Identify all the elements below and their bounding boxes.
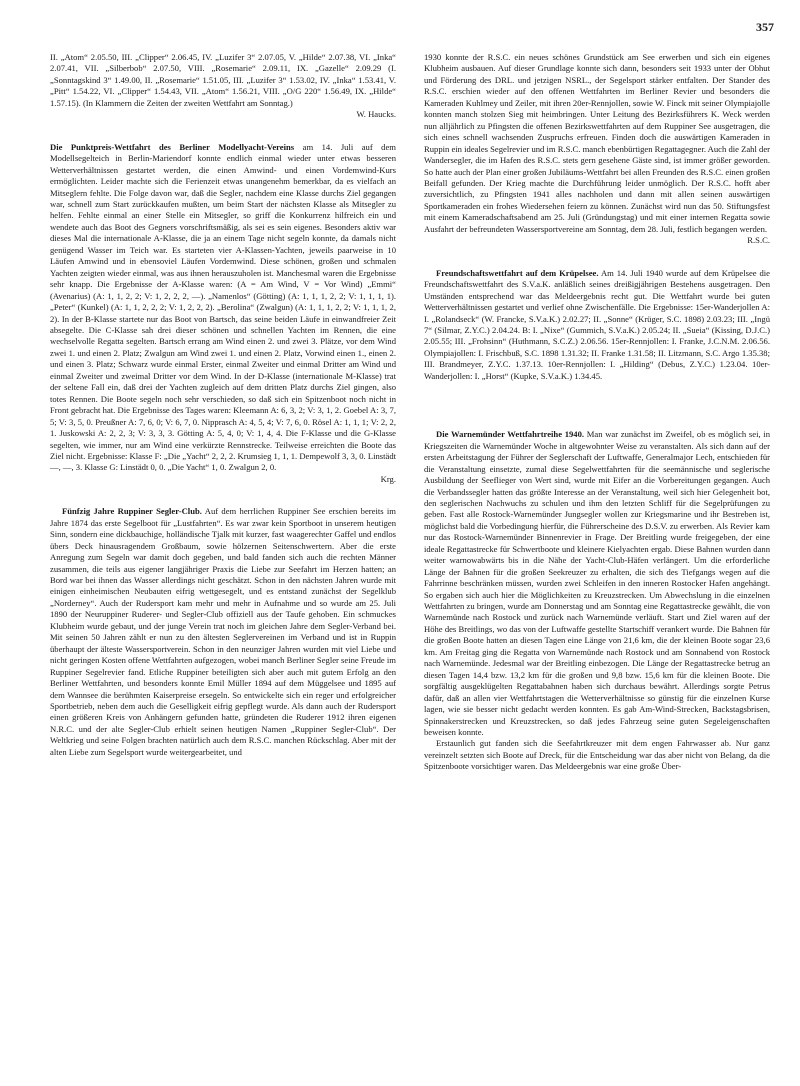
article-kruepelsee bbox=[424, 268, 770, 383]
article-results-continued bbox=[50, 52, 396, 121]
spacer bbox=[50, 490, 396, 506]
kruepelsee-text: Am 14. Juli 1940 wurde auf dem Krüpelsee die Freundschaftswettfahrt des S.V.a.K. anläßlich seines dreißigjährigen Bestehens ausgetragen. Den Umständen entsprechend war das Meldeergebnis recht gut. Die Wettfahrt wurde bei guten Wetterverhältnissen gestartet und verlief ohne Zwischenfälle. Die Ergebnisse: 15er-Wanderjollen A: I. „Rolandseck“ (W. Francke, S.V.a.K.) 2.02.27; II. „Sonne“ (Krüger, S.C. 1898) 2.03.23; III. „Ingü 7“ (Silmar, Z.Y.C.) 2.04.24. B: I. „Nixe“ (Gummich, S.V.a.K.) 2.05.24; II. „Sueia“ (Kissing, D.J.C.) 2.05.55; III. „Frohsinn“ (Huthmann, S.C.Z.) 2.06.56. 15er-Rennjollen: I. Franke, J.C.N.M. 2.06.56. Olympiajollen: I. Frischbuß, S.C. 1898 1.31.32; II. Franke 1.31.58; II. Litzmann, S.C. Argo 1.35.38; III. Brandmeyer, Z.Y.C. 1.37.13. 10er-Rennjollen: I. „Hilding“ (Debus, Z.Y.C.) 1.23.04. 10er-Wanderjollen: I. „Horst“ (Kupke, S.V.a.K.) 1.34.45. bbox=[424, 267, 770, 381]
spacer bbox=[424, 252, 770, 268]
article-modellyacht bbox=[50, 142, 396, 486]
kruepelsee-paragraph bbox=[424, 268, 770, 383]
warnemuende-paragraph-1 bbox=[424, 429, 770, 738]
spacer bbox=[424, 387, 770, 429]
article-warnemuende bbox=[424, 429, 770, 773]
ruppiner-paragraph-1 bbox=[50, 506, 396, 758]
right-column bbox=[424, 52, 770, 778]
spacer bbox=[50, 126, 396, 142]
modellyacht-paragraph bbox=[50, 142, 396, 474]
ruppiner-title: Fünfzig Jahre Ruppiner Segler-Club. bbox=[62, 506, 202, 517]
warnemuende-title: Die Warnemünder Wettfahrtreihe 1940. bbox=[436, 429, 585, 440]
results-signature: W. Haucks. bbox=[356, 109, 396, 120]
warnemuende-text-1: Man war zunächst im Zweifel, ob es möglich sei, in Kriegszeiten die Warnemünder Woche in altgewohnter Weise zu veranstalten. Als sich dann auf der ersten Arbeitstagung der Führer der Seglerschaft der Luftwaffe, Generalmajor Lech, entschieden für die Veranstaltung einsetzte, zumal diese Segelwettfahrten für die seemännische und seglerische Ausbildung der Seeflieger von Wert sind, wurde mit Eifer an die Vorbereitungen gegangen. Auch die Verbandssegler hatten das größte Interesse an der Veranstaltung, weil sich hier Gelegenheit bot, den seglerischen Nachwuchs zu schulen und ihm den letzten Schliff für die Segelprüfungen zu geben. Fast alle Rostock-Warnemünder Jungsegler wollen zur Kriegsmarine und ihr Bestreben ist, möglichst bald die Vorbedingung hierfür, die Führerscheine des D.S.V. zu erwerben. Als Revier kam nur das Rostock-Warnemünder Binnenrevier in Frage. Der Breitling wurde freigegeben, der eine ideale Regattastrecke für Schwertboote und kleinere Kielyachten ergab. Diese Bahnen wurden dann weiter warnowabwärts bis in die Nähe der Yacht-Club-Häfen verlängert. Um die erforderliche Länge der Bahnen für die großen Seekreuzer zu erhalten, die sich des Tiefgangs wegen auf die Fahrrinne beschränken müssen, wurden zwei Schleifen in den inneren Rostocker Hafen angehängt. So ergaben sich auch hier die Möglichkeiten zu Kreuzstrecken. Um Abwechslung in die einzelnen Wettfahrten zu bringen, wurde am Donnerstag und am Sonntag eine Regattastrecke gewählt, die von Warnemünde nach Rostock und zurück nach Warnemünde verläuft. Start und Ziel waren auf der Höhe des Breitlings, wo das von der Luftwaffe gestellte Startschiff verankert wurde. Die Bahnen für die großen Boote hatten an diesen Tagen eine Länge von 21,6 km, die der kleinen Boote sogar 23,6 km. Am Freitag ging die Regatta von Warnemünde nach Rostock und am Sonnabend von Rostock nach Warnemünde. Jedesmal war der Breitling einbezogen. Die Länge der Regattastrecke betrug an diesen Tagen 14,4 bzw. 13,2 km für die großen und 9,8 bzw. 15,6 km für die kleinen Boote. Die sorgfältig ausgeklügelten Regattabahnen haben sich durchaus bewährt. Allerdings sorgte Petrus dafür, daß an allen vier Wettfahrtstagen die Wetterverhältnisse so günstig für die einzelnen Kurse lagen, wie sie besser nicht gedacht werden konnten. Es gab Am-Wind-Strecken, Backstagsbrisen, Spinnakerstrecken und Kreuzstrecken, so daß jedes Fahrzeug seine guten Segeleigenschaften beweisen konnte. bbox=[424, 429, 770, 738]
warnemuende-paragraph-2: Erstaunlich gut fanden sich die Seefahrtkreuzer mit dem engen Fahrwasser ab. Nur ganz vereinzelt setzten sich Boote auf Dreck, für die Entscheidung war das aber nicht von Belang, da die Spitzenboote vorsichtiger waren. Das Meldeergebnis war eine große Über- bbox=[424, 738, 770, 772]
modellyacht-signature: Krg. bbox=[380, 473, 396, 484]
left-column bbox=[50, 52, 396, 763]
article-ruppiner-continued bbox=[424, 52, 770, 247]
modellyacht-title: Die Punktpreis-Wettfahrt des Berliner Modellyacht-Vereins bbox=[50, 141, 295, 152]
kruepelsee-title: Freundschaftswettfahrt auf dem Krüpelsee. bbox=[436, 267, 599, 278]
ruppiner-text-1: Auf dem herrlichen Ruppiner See erschien bereits im Jahre 1874 das erste Segelboot für „Lustfahrten“. Es war zwar kein Sportboot in unserem heutigen Sinn, sondern eine dickbauchige, holländische Tjalk mit kurzer, fast waagerechter Gaffel und endlos übers Deck hinausragendem Großbaum, sowie hölzernen Seitenschwertern. Aber die erste Anregung zum Segeln war damit doch gegeben, und bald fanden sich auch die rechten Männer zusammen, die teils aus eigener langjähriger Praxis die Liebe zur Seefahrt im Herzen hatten; an Bord war bei ihnen das Wasser allerdings nicht geschätzt. Schon in den nächsten Jahren wurde mit einigen einheimischen Neubauten eifrig wettgesegelt, und es entstand zunächst der Segelklub „Norderney“. Auch der Rudersport kam mehr und mehr in Aufnahme und so wurde am 25. Juli 1890 der Neuruppiner Ruderer- und Segler-Club offiziell aus der Taufe gehoben. Ein schmuckes Klubheim wurde gebaut, und der junge Verein trat noch im gleichen Jahre dem Segler-Verband bei. Mit seinen 50 Jahren zählt er nun zu den ältesten Seglervereinen im Verband und ist in Ruppin überhaupt der älteste Wassersportverein. Schon in den neunziger Jahren wurden mit viel Liebe und nicht geringen Kosten offene Wettfahrten aufgezogen, wobei manch Berliner Segler seine Freude im Ruppiner Segelrevier fand. Etliche Ruppiner beteiligten sich aber auch mit gutem Erfolg an den Berliner Wettfahrten, und besonders konnte Emil Müller 1894 auf dem Müggelsee und 1895 auf dem Wannsee die berühmten Kaiserpreise ersegeln. So entwickelte sich ein reger und erfolgreicher Sportbetrieb, neben dem auch die Geselligkeit eifrig gepflegt wurde. Als dann auch der Rudersport einen größeren Kreis von Anhängern gefunden hatte, gründeten die Ruderer 1912 ihren eigenen N.R.C. und der alte Segler-Club erhielt seinen heutigen Namen „Ruppiner Segler-Club“. Der Weltkrieg und seine Folgen brachten natürlich auch dem R.S.C. manchen Rückschlag. Aber mit der alten Liebe zum Segelsport wurde weitergearbeitet, und bbox=[50, 506, 396, 757]
page-number: 357 bbox=[756, 20, 774, 34]
ruppiner-text-2: 1930 konnte der R.S.C. ein neues schönes Grundstück am See erwerben und sich ein eigenes Klubheim ausbauen. Auf dieser Grundlage konnte sich dann, besonders seit 1933 unter der Obhut und Förderung des DRL. und jetzigen NSRL., der Segelsport stärker entfalten. Der Stander des R.S.C. erschien wieder auf den offenen Wettfahrten im Berliner Revier und besonders die Kameraden Kuhlmey und Zeiler, mit ihren 20er-Rennjollen, sowie W. Finck mit seiner Olympiajolle konnten manch stolzen Sieg mit heimbringen. Unter Leitung des Bezirksführers K. Weck werden nun alljährlich zu Pfingsten die offenen Bezirkswettfahrten auf dem Ruppiner See ausgetragen, die sich eines schnell wachsenden Zuspruchs erfreuen. Finden doch die auswärtigen Kameraden in Ruppin ein ideales Segelrevier und im R.S.C. manch ebenbürtigen Regattagegner. Auch die Zahl der Wandersegler, die im Hafen des R.S.C. stets gern gesehene Gäste sind, ist immer größer geworden. So hatte auch der Plan einer großen Jubiläums-Wettfahrt bei allen Freunden des R.S.C. einen großen Beifall gefunden. Der Krieg machte die Durchführung leider unmöglich. Der R.S.C. hofft aber zuversichtlich, zu Pfingsten 1941 alles nachholen und dann mit allen seinen auswärtigen Sportkameraden ein frohes Wiedersehen feiern zu können. Zunächst wird nun das 50. Stiftungsfest mit einem Kameradschaftsabend am 25. Juli (Gründungstag) und mit einer internen Regatta sowie Ausfahrt der befreundeten Wassersportvereine am Sonntag, dem 28. Juli, festlich begangen werden. bbox=[424, 52, 770, 234]
article-ruppiner bbox=[50, 506, 396, 758]
modellyacht-text: am 14. Juli auf dem Modellsegelteich in Berlin-Mariendorf konnte endlich einmal wieder unter etwas besseren Wetterverhältnissen gestartet werden, die einen Amwind- und einen Vordemwind-Kurs ermöglichten. Leider machte sich die Ferienzeit etwas unangenehm bemerkbar, da es vielfach an Mitseglern fehlte. Die Folge davon war, daß die Segler, nachdem eine Klasse durchs Ziel gegangen war, schnell zum Start zurückkaufen mußten, um beim Start der nächsten Klasse als Mitsegler zu helfen. Fehlte einmal an einer Stelle ein Mitsegler, so griff die Konkurrenz hilfreich ein und wendete auch das Boot des Gegners vorschriftsmäßig, als sei es sein eigenes. Besonders aktiv war dieses Mal die internationale A-Klasse, die ja an einem Tage nicht segeln konnte, da damals nicht genügend Wasser im Teich war. Es starteten vier A-Klassen-Yachten, jeweils paarweise in 10 Läufen Amwind und in ebensoviel Läufen Vordemwind. Diese schönen, großen und schmalen Yachten zeigten wieder einmal, was aus ihnen herauszuholen ist. Manchesmal waren die Ergebnisse sehr knapp. Die Ergebnisse der A-Klasse waren: (A = Am Wind, V = Vor Wind) „Emmi“ (Avenarius) (A: 1, 1, 2, 2; V: 1, 2, 2, 2, —). „Namenlos“ (Götting) (A: 1, 1, 1, 2, 2; V: 1, 1, 1, 1). „Peter“ (Kunkel) (A: 1, 1, 2, 2, 2; V: 1, 2, 2, 2). „Berolina“ (Zwalgun) (A: 1, 1, 1, 2, 2; V: 1, 1, 1, 2, 2). In der B-Klasse startete nur das Boot von Bartsch, das seine beiden Läufe in einwandfreier Zeit absegelte. Die C-Klasse sah drei dieser schönen und schnellen Yachten im Rennen, die eine wechselvolle Regatta segelten. Bartsch errang am Wind einen 2. und zwei 3. Plätze, vor dem Wind zwei 1. und einen 2. Platz; Zwalgun am Wind zwei 1. und einen 2. Platz, Vorwind einen 1., einen 2. und einen 3. Platz; Schwarz wurde einmal Erster, einmal Zweiter und einmal Dritter am Wind und einmal Zweiter und zweimal Dritter vor dem Wind. In der D-Klasse (internationale M-Klasse) trat der seltene Fall ein, daß drei der Yachten zugleich auf dem dritten Platz durchs Ziel gingen, also totes Rennen. Die Boote segeln noch sehr verschieden, so daß sich ein Spitzenboot noch nicht in Front gebracht hat. Die Ergebnisse des Tages waren: Kleemann A: 6, 3, 2; V: 3, 1, 2. Goebel A: 3, 7, 5; V: 3, 5, 0. Preußner A: 7, 6, 0; V: 6, 7, 0. Nipprasch A: 4, 5, 4; V: 7, 6, 0. Rösel A: 1, 1, 1; V: 2, 2, 1. Juskowski A: 2, 2, 3; V: 3, 3, 3. Götting A: 5, 4, 0; V: 1, 4, 4. Die F-Klasse und die G-Klasse segelten, wie immer, nur am Wind eine verkürzte Rennstrecke. Teilweise erreichten die Boote das Ziel nicht. Ergebnisse: Klasse F: „Die „Yacht“ 2, 2, 2. Krumsieg 1, 1, 1. Dempewolf 3, 3, 0. Linstädt —, —, 3. Klasse G: Linstädt 0, 0. „Die Yacht“ 1, 0. Zwalgun 2, 0. bbox=[50, 141, 397, 473]
results-text: II. „Atom“ 2.05.50, III. „Clipper“ 2.06.45, IV. „Luzifer 3“ 2.07.05, V. „Hilde“ 2.07.38, VI. „Inka“ 2.07.41, VII. „Silberbob“ 2.07.50, VIII. „Rosemarie“ 2.09.11, IX. „Gazelle“ 2.09.29 (I. „Sonntagskind 3“ 1.49.00, II. „Rosemarie“ 1.51.05, III. „Luzifer 3“ 1.53.02, IV. „Inka“ 1.53.41, V. „Pitt“ 1.54.22, VI. „Clipper“ 1.54.43, VII. „Atom“ 1.56.21, VIII. „O/G 220“ 1.56.49, IX. „Hilde“ 1.57.15). (In Klammern die Zeiten der zweiten Wettfahrt am Sonntag.) bbox=[50, 52, 396, 108]
ruppiner-signature: R.S.C. bbox=[747, 235, 770, 246]
